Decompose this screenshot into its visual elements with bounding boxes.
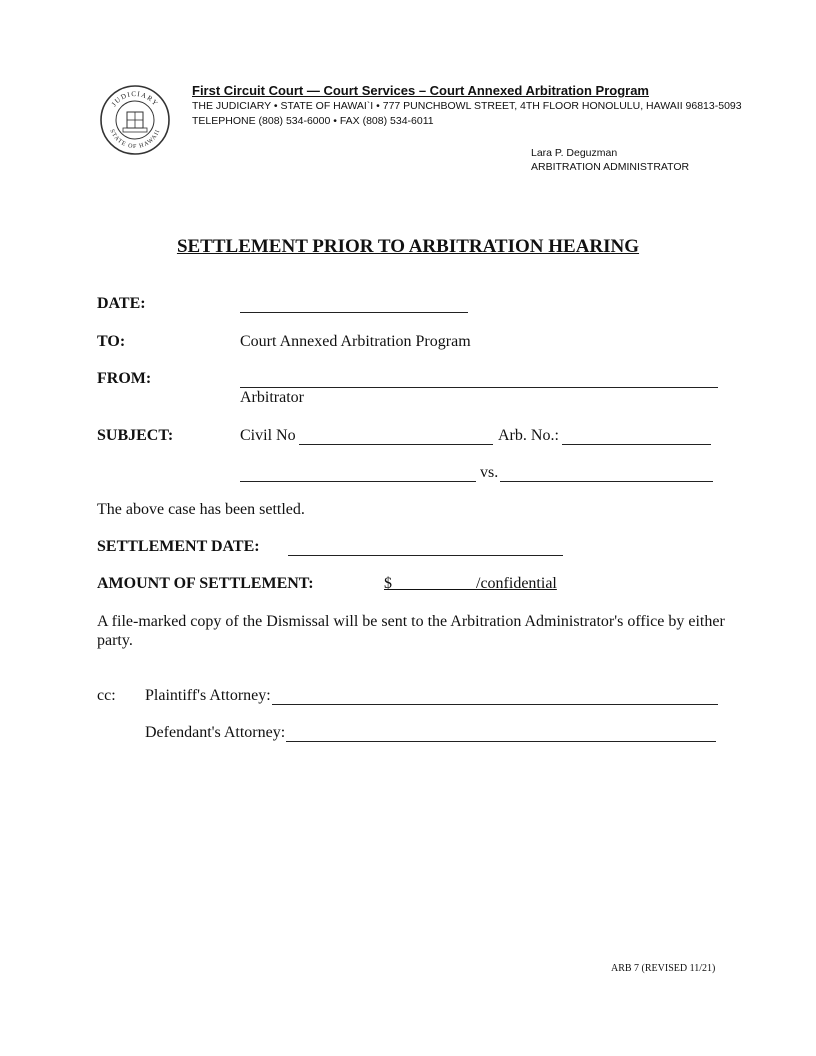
seal-text-top: JUDICIARY xyxy=(110,89,160,109)
date-field[interactable] xyxy=(240,312,468,313)
header-title: First Circuit Court — Court Services – Court Annexed Arbitration Program xyxy=(192,83,649,98)
subject-label: SUBJECT: xyxy=(97,427,174,444)
form-code: ARB 7 (REVISED 11/21) xyxy=(611,963,716,974)
to-value: Court Annexed Arbitration Program xyxy=(240,333,471,350)
vs-label: vs. xyxy=(480,464,499,481)
defendant-party-field[interactable] xyxy=(500,481,713,482)
header-phone: TELEPHONE (808) 534-6000 • FAX (808) 534-6011 xyxy=(192,115,434,127)
civil-no-field[interactable] xyxy=(299,444,493,445)
form-title: SETTLEMENT PRIOR TO ARBITRATION HEARING xyxy=(176,236,640,257)
admin-title: ARBITRATION ADMINISTRATOR xyxy=(531,161,690,173)
settlement-date-label: SETTLEMENT DATE: xyxy=(97,538,260,555)
cc-label: cc: xyxy=(97,687,116,704)
to-label: TO: xyxy=(97,333,126,350)
plaintiff-attorney-label: Plaintiff's Attorney: xyxy=(145,687,271,704)
svg-text:JUDICIARY xyxy=(110,90,160,108)
civil-no-label: Civil No xyxy=(240,427,296,444)
admin-name: Lara P. Deguzman xyxy=(531,147,618,159)
settled-statement: The above case has been settled. xyxy=(97,501,305,518)
plaintiff-party-field[interactable] xyxy=(240,481,476,482)
plaintiff-attorney-field[interactable] xyxy=(272,704,718,705)
notice-text-line2: party. xyxy=(97,632,133,649)
defendant-attorney-field[interactable] xyxy=(286,741,716,742)
arb-no-field[interactable] xyxy=(562,444,711,445)
seal-text-bottom: STATE OF HAWAII xyxy=(108,128,162,151)
from-sublabel: Arbitrator xyxy=(240,389,304,406)
amount-field[interactable]: $ /confidential xyxy=(384,575,557,592)
from-label: FROM: xyxy=(97,370,152,387)
date-label: DATE: xyxy=(97,295,146,312)
from-field[interactable] xyxy=(240,387,718,388)
settlement-date-field[interactable] xyxy=(288,555,563,556)
header-address: THE JUDICIARY • STATE OF HAWAI`I • 777 PUNCHBOWL STREET, 4TH FLOOR HONOLULU, HAWAII 96813-5093 xyxy=(192,100,742,112)
judiciary-seal xyxy=(99,84,171,156)
amount-label: AMOUNT OF SETTLEMENT: xyxy=(97,575,314,592)
notice-text-line1: A file-marked copy of the Dismissal will be sent to the Arbitration Administrator's office by either xyxy=(97,613,725,630)
arb-no-label: Arb. No.: xyxy=(498,427,559,444)
defendant-attorney-label: Defendant's Attorney: xyxy=(145,724,286,741)
